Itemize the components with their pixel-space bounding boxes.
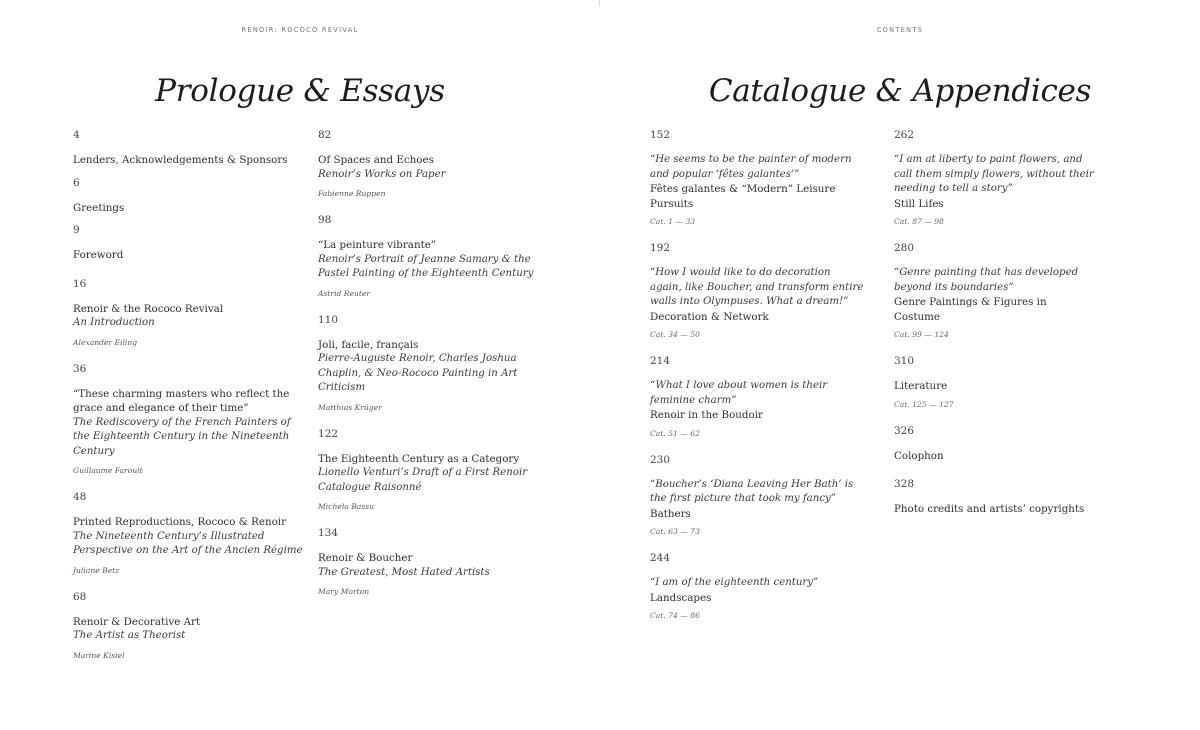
section-title-prologue: Prologue & Essays (155, 72, 445, 109)
toc-entry[interactable] (73, 362, 305, 477)
entry-title: Colophon (894, 449, 944, 462)
entry-title: “La peinture vibrante” (318, 239, 437, 251)
toc-entry[interactable] (650, 128, 865, 227)
essays-column-2 (318, 128, 550, 611)
page-number: 6 (73, 176, 80, 189)
right-page (600, 0, 1200, 730)
entry-subtitle: Renoir’s Portrait of Jeanne Samary & the Pastel Painting of the Eighteenth Century (318, 253, 534, 279)
entry-author: Michela Bassu (318, 502, 375, 511)
entry-quote: “He seems to be the painter of modern and popular ‘fêtes galantes’” (650, 154, 852, 180)
entry-title: Fêtes galantes & “Modern” Leisure Pursuits (650, 183, 836, 210)
toc-entry[interactable] (73, 128, 305, 168)
running-head-left: RENOIR: ROCOCO REVIVAL (241, 26, 359, 34)
page-number: 192 (650, 242, 671, 254)
page-number: 98 (318, 214, 332, 226)
page-number: 110 (318, 313, 339, 326)
toc-entry[interactable] (318, 128, 550, 199)
entry-quote: “What I love about women is their feminine charm” (650, 380, 828, 406)
catalogue-range: Cat. 125 — 127 (894, 399, 954, 409)
entry-subtitle: The Greatest, Most Hated Artists (318, 566, 490, 578)
toc-entry[interactable] (650, 354, 865, 439)
entry-author: Astrid Reuter (318, 288, 371, 298)
entry-author: Mary Morton (318, 587, 370, 596)
page-number: 152 (650, 129, 671, 141)
catalogue-range: Cat. 1 — 33 (650, 217, 696, 226)
page-number: 280 (894, 242, 915, 254)
toc-entry[interactable] (894, 354, 1094, 410)
page-number: 4 (73, 129, 80, 141)
entry-author: Matthias Krüger (318, 402, 382, 412)
page-number: 36 (73, 362, 87, 375)
page-number: 328 (894, 478, 915, 490)
entry-title: Renoir & Boucher (318, 552, 413, 564)
entry-quote: “I am of the eighteenth century” (650, 577, 819, 588)
page-number: 9 (73, 224, 80, 236)
catalogue-range: Cat. 63 — 73 (650, 527, 700, 536)
page-number: 230 (650, 453, 671, 466)
entry-title: Genre Paintings & Figures in Costume (894, 296, 1047, 323)
entry-title: Renoir & the Rococo Revival (73, 302, 224, 315)
page-number: 214 (650, 355, 671, 367)
page-number: 310 (894, 355, 915, 367)
entry-title: Lenders, Acknowledgements & Sponsors (73, 154, 288, 166)
toc-entry[interactable] (73, 176, 305, 216)
entry-title: Of Spaces and Echoes (318, 154, 434, 166)
entry-subtitle: The Rediscovery of the French Painters of the Eighteenth Century in the Nineteenth Century (73, 416, 291, 457)
entry-author: Guillaume Faroult (73, 466, 143, 475)
entry-author: Marine Kisiel (73, 650, 125, 660)
entry-title: Printed Reproductions, Rococo & Renoir (73, 516, 287, 528)
section-title-catalogue: Catalogue & Appendices (708, 72, 1092, 109)
page-number: 48 (73, 491, 87, 503)
toc-entry[interactable] (318, 427, 550, 513)
entry-quote: “How I would like to do decoration again, like Boucher, and transform entire walls into Olympuses. What a dream!” (650, 267, 864, 307)
toc-entry[interactable] (894, 477, 1094, 517)
toc-entry[interactable] (73, 590, 305, 661)
page-number: 16 (73, 277, 87, 290)
page-number: 326 (894, 424, 915, 437)
toc-entry[interactable] (650, 453, 865, 538)
entry-subtitle: Renoir’s Works on Paper (318, 168, 446, 180)
entry-title: Foreword (73, 249, 124, 261)
entry-title: Renoir in the Boudoir (650, 409, 763, 421)
toc-entry[interactable] (894, 128, 1094, 227)
entry-title: The Eighteenth Century as a Category (318, 452, 520, 465)
entry-title: Landscapes (650, 591, 712, 604)
entry-quote: “Boucher’s ‘Diana Leaving Her Bath’ is the first picture that took my fancy” (650, 478, 854, 504)
page-number: 244 (650, 552, 671, 564)
toc-entry[interactable] (650, 551, 865, 621)
toc-entry[interactable] (894, 424, 1094, 464)
toc-entry[interactable] (73, 490, 305, 576)
toc-entry[interactable] (650, 241, 865, 340)
page-number: 262 (894, 129, 915, 141)
entry-subtitle: An Introduction (73, 317, 155, 328)
toc-entry[interactable] (73, 277, 305, 348)
catalogue-range: Cat. 34 — 50 (650, 330, 700, 339)
entry-subtitle: Lionello Venturi’s Draft of a First Renoir Catalogue Raisonné (318, 467, 528, 493)
page-number: 68 (73, 590, 87, 603)
entry-subtitle: The Nineteenth Century’s Illustrated Perspective on the Art of the Ancien Régime (73, 530, 303, 556)
entry-author: Alexander Eiling (73, 337, 138, 347)
entry-title: Still Lifes (894, 197, 944, 210)
entry-title: Photo credits and artists’ copyrights (894, 503, 1085, 515)
entry-title: Literature (894, 380, 948, 392)
entry-title: Bathers (650, 507, 691, 520)
toc-entry[interactable] (318, 526, 550, 597)
entry-title: Greetings (73, 201, 125, 214)
toc-entry[interactable] (318, 213, 550, 299)
catalogue-range: Cat. 51 — 62 (650, 428, 700, 438)
entry-author: Fabienne Ruppen (318, 189, 386, 198)
toc-entry[interactable] (318, 313, 550, 413)
page-number: 82 (318, 129, 332, 141)
entry-quote: “Genre painting that has developed beyond its boundaries” (894, 267, 1079, 293)
page-number: 134 (318, 527, 339, 539)
entry-subtitle: Pierre-Auguste Renoir, Charles Joshua Chaplin, & Neo-Rococo Painting in Art Criticism (318, 353, 518, 393)
catalogue-column-2 (894, 128, 1094, 531)
catalogue-range: Cat. 87 — 98 (894, 217, 944, 226)
entry-quote: “I am at liberty to paint flowers, and call them simply flowers, without their needing to tell a story” (894, 154, 1094, 194)
toc-entry[interactable] (894, 241, 1094, 340)
entry-author: Juliane Betz (73, 565, 120, 575)
entry-subtitle: The Artist as Theorist (73, 630, 186, 641)
entry-title: Decoration & Network (650, 310, 769, 323)
toc-entry[interactable] (73, 223, 305, 263)
essays-column-1 (73, 128, 305, 675)
catalogue-range: Cat. 99 — 124 (894, 330, 949, 339)
page-number: 122 (318, 427, 339, 440)
entry-title: Joli, facile, français (318, 338, 419, 351)
catalogue-range: Cat. 74 — 86 (650, 611, 700, 620)
running-head-right: CONTENTS (876, 26, 924, 34)
catalogue-column-1 (650, 128, 865, 635)
entry-title: Renoir & Decorative Art (73, 615, 201, 628)
entry-title: “These charming masters who reflect the grace and elegance of their time” (73, 387, 290, 414)
